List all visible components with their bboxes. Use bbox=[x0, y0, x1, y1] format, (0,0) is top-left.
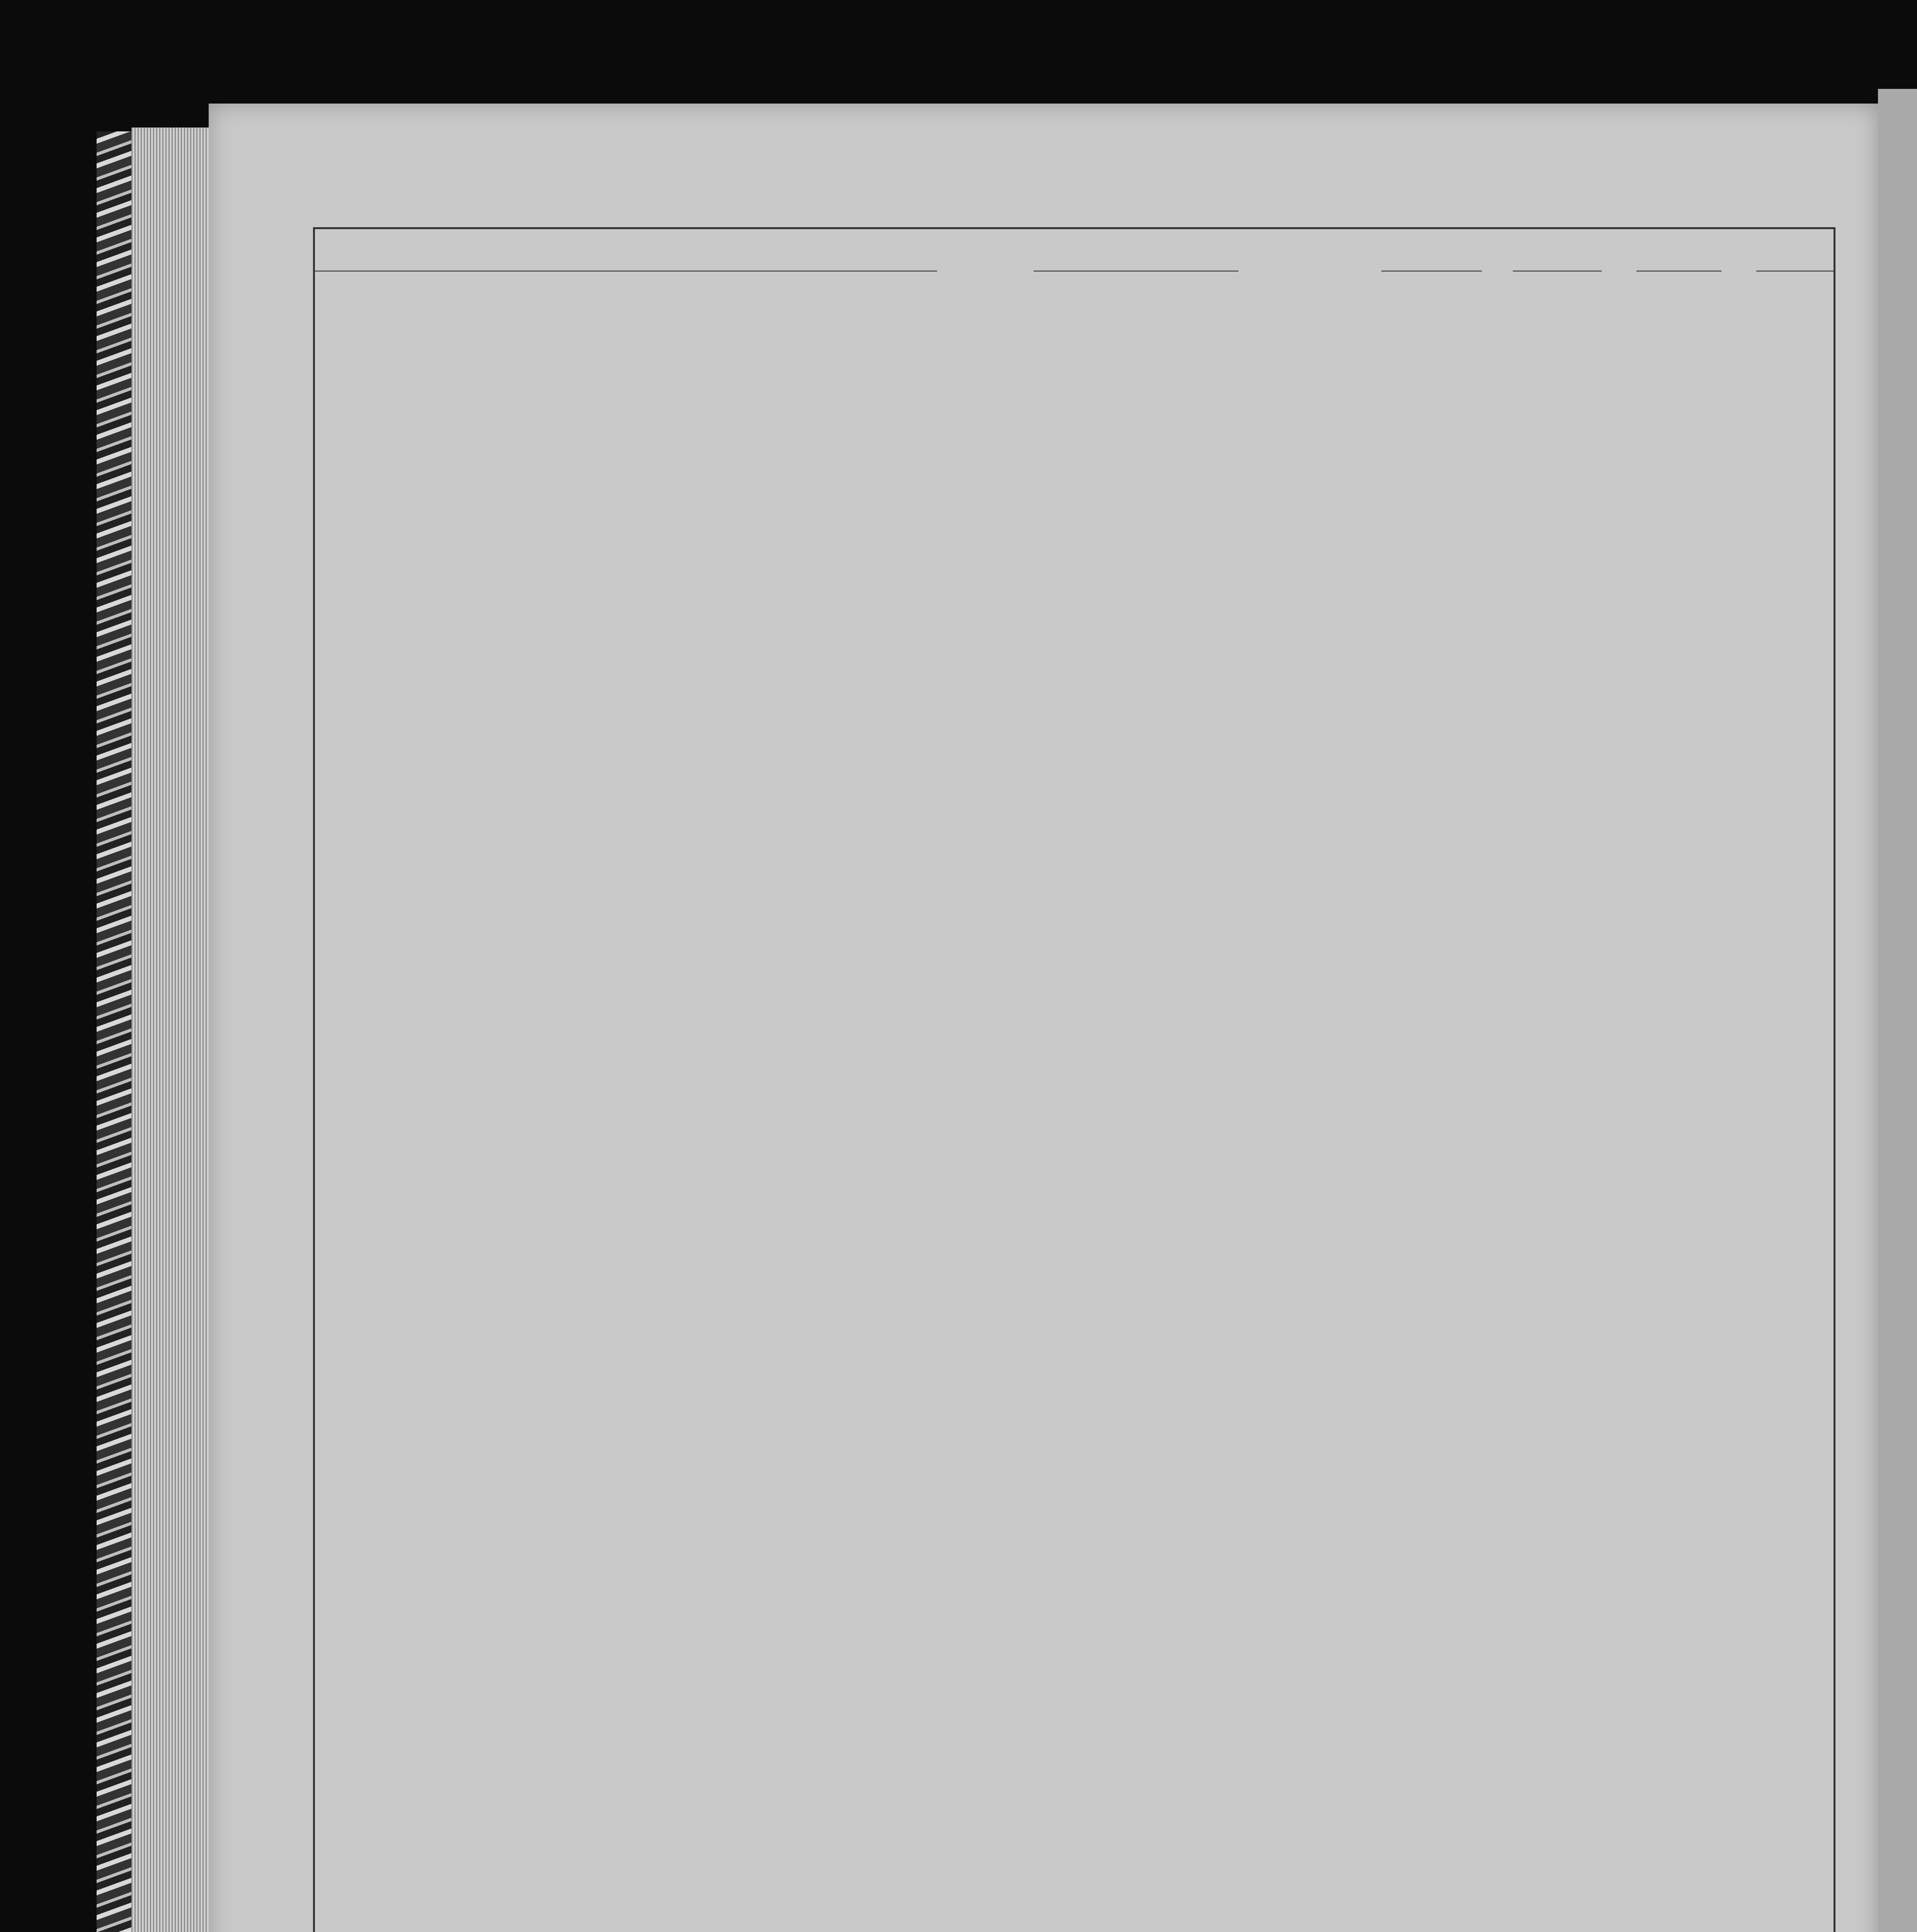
header-right-plus-bas-1 bbox=[1381, 229, 1432, 272]
header-date-detach bbox=[450, 229, 497, 272]
header-right-plus-bas-3 bbox=[1636, 229, 1679, 272]
header-cloture bbox=[582, 229, 628, 272]
header-right-plus-haut-4 bbox=[1795, 229, 1834, 272]
header-cours-extremes bbox=[315, 229, 392, 272]
header-plus-bas bbox=[1134, 229, 1180, 272]
header-right-plus-haut-3 bbox=[1679, 229, 1721, 272]
page bbox=[209, 104, 1878, 1932]
header-right-plus-haut-2 bbox=[1555, 229, 1602, 272]
quotation-table bbox=[313, 227, 1835, 1932]
header-plus-haut bbox=[1072, 229, 1134, 272]
header-right-plus-bas-2 bbox=[1513, 229, 1555, 272]
header-right-plus-haut-1 bbox=[1432, 229, 1482, 272]
header-reports bbox=[497, 229, 539, 272]
header-premier-cours bbox=[1034, 229, 1072, 272]
header-designation bbox=[628, 229, 914, 272]
header-rubrique bbox=[914, 229, 937, 272]
header-right-plus-bas-4 bbox=[1756, 229, 1795, 272]
header-dernier-cours bbox=[1180, 229, 1238, 272]
header-dernier-coupon bbox=[392, 229, 450, 272]
header-cours-compens bbox=[539, 229, 582, 272]
next-page-edge bbox=[1878, 89, 1917, 1932]
